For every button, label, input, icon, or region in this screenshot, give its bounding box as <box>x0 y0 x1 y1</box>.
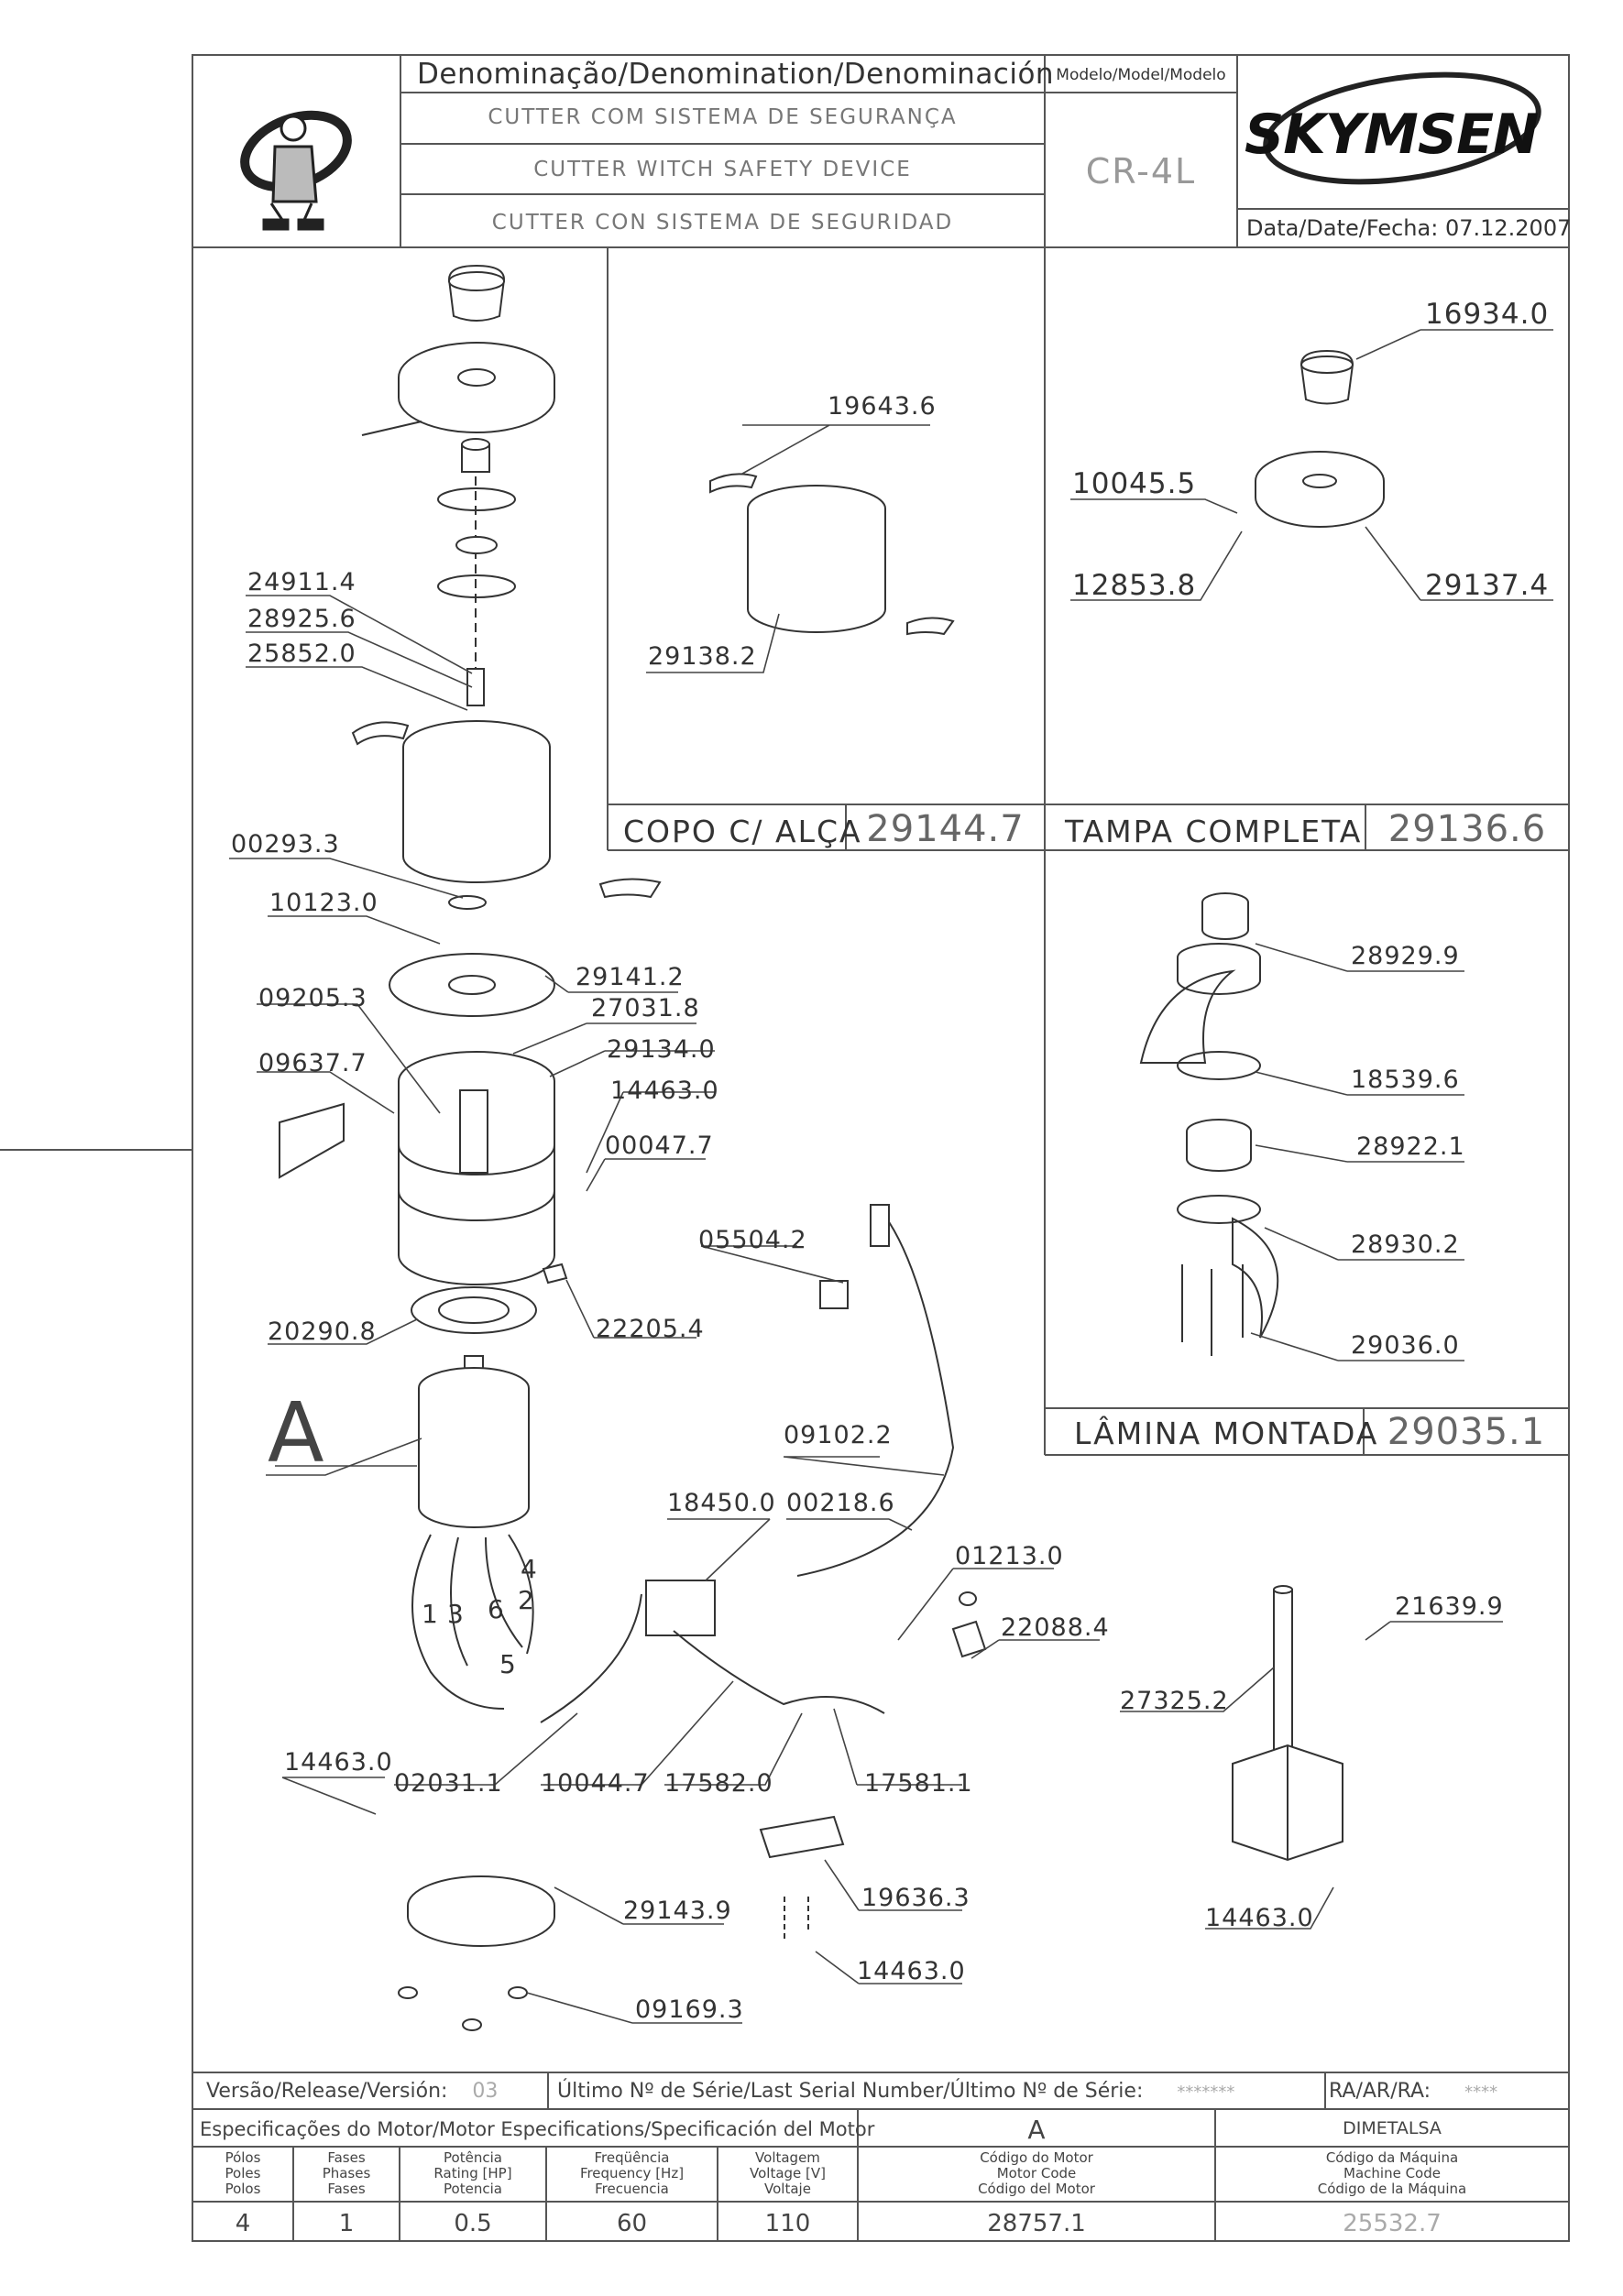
spec-header: Voltage [V] <box>750 2165 826 2181</box>
part-label: 05504.2 <box>698 1226 807 1254</box>
part-label: 09205.3 <box>258 984 367 1012</box>
part-label: 29137.4 <box>1425 569 1550 602</box>
part-label: 19643.6 <box>828 392 937 421</box>
spec-value: 4 <box>235 2210 251 2237</box>
part-label: 28929.9 <box>1351 942 1460 970</box>
spec-header: Código da Máquina <box>1325 2149 1459 2166</box>
wire-number: 6 <box>488 1594 504 1624</box>
tampa-caption: TAMPA COMPLETA <box>1065 814 1363 849</box>
part-label: 00047.7 <box>605 1132 714 1160</box>
spec-header: Fases <box>327 2181 366 2197</box>
spec-col-poles <box>192 2150 293 2237</box>
spec-col-machine-code <box>1215 2150 1569 2237</box>
wire-number: 2 <box>518 1585 534 1615</box>
part-label: 18450.0 <box>667 1489 776 1517</box>
name-en: CUTTER WITCH SAFETY DEVICE <box>533 158 912 181</box>
wire-number: 3 <box>447 1599 464 1629</box>
part-label: 14463.0 <box>610 1077 719 1105</box>
part-label: 09102.2 <box>784 1421 893 1449</box>
spec-header: Frecuencia <box>595 2181 669 2197</box>
part-label: 22205.4 <box>596 1315 705 1343</box>
motor-spec-letter: A <box>1027 2115 1046 2145</box>
part-label: 14463.0 <box>284 1748 393 1777</box>
part-label: 16934.0 <box>1425 298 1550 331</box>
part-label: 28925.6 <box>247 605 356 633</box>
version-label: Versão/Release/Versión: <box>206 2080 448 2103</box>
brand-logo: SKYMSEN <box>1245 103 1539 167</box>
ra-row <box>1329 2080 1497 2103</box>
model-value: CR-4L <box>1085 151 1197 191</box>
motor-letter-callout: A <box>268 1385 324 1481</box>
copo-caption: COPO C/ ALÇA <box>623 814 862 849</box>
denomination-label: Denominação/Denomination/Denominación <box>417 58 1055 91</box>
part-label: 29036.0 <box>1351 1331 1460 1360</box>
part-label: 28930.2 <box>1351 1230 1460 1259</box>
motor-maker: DIMETALSA <box>1343 2118 1442 2138</box>
spec-header: Phases <box>322 2165 371 2181</box>
date-row <box>1246 215 1571 241</box>
serial-row <box>557 2080 1234 2103</box>
spec-header: Machine Code <box>1343 2165 1441 2181</box>
part-label: 00293.3 <box>231 830 340 858</box>
wire-number: 1 <box>422 1599 438 1629</box>
part-label: 19636.3 <box>861 1884 971 1912</box>
spec-header: Código del Motor <box>978 2181 1095 2197</box>
part-label: 22088.4 <box>1001 1613 1110 1642</box>
part-label: 27325.2 <box>1120 1687 1229 1715</box>
spec-value: 25532.7 <box>1343 2210 1442 2237</box>
spec-header: Código de la Máquina <box>1317 2181 1467 2197</box>
copo-code: 29144.7 <box>866 808 1025 850</box>
wire-number: 5 <box>499 1649 516 1679</box>
tampa-code: 29136.6 <box>1387 808 1547 850</box>
part-label: 17581.1 <box>864 1769 973 1798</box>
part-label: 14463.0 <box>1205 1904 1314 1932</box>
date-label: Data/Date/Fecha: <box>1246 215 1439 241</box>
name-es: CUTTER CON SISTEMA DE SEGURIDAD <box>491 211 954 235</box>
spec-header: Voltaje <box>764 2181 811 2197</box>
part-label: 01213.0 <box>955 1542 1064 1570</box>
spec-header: Polos <box>225 2181 261 2197</box>
part-label: 02031.1 <box>394 1769 503 1798</box>
spec-header: Poles <box>225 2165 261 2181</box>
part-label: 10045.5 <box>1072 467 1197 500</box>
spec-col-motor-code <box>858 2150 1215 2237</box>
model-label: Modelo/Model/Modelo <box>1056 66 1226 84</box>
spec-value: 60 <box>616 2210 648 2237</box>
part-label: 09169.3 <box>635 1995 744 2024</box>
spec-header: Pólos <box>225 2149 261 2166</box>
part-label: 29143.9 <box>623 1897 732 1925</box>
part-label: 10123.0 <box>269 889 378 917</box>
spec-value: 1 <box>338 2210 355 2237</box>
part-label: 14463.0 <box>857 1957 966 1985</box>
spec-value: 110 <box>764 2210 811 2237</box>
part-label: 25852.0 <box>247 640 356 668</box>
part-label: 10044.7 <box>541 1769 650 1798</box>
spec-header: Frequency [Hz] <box>579 2165 685 2181</box>
part-label: 28922.1 <box>1356 1132 1465 1161</box>
spec-header: Fases <box>327 2149 366 2166</box>
part-label: 21639.9 <box>1395 1592 1504 1621</box>
part-label: 00218.6 <box>786 1489 895 1517</box>
spec-col-frequency <box>546 2150 718 2237</box>
part-label: 18539.6 <box>1351 1066 1460 1094</box>
part-label: 27031.8 <box>591 994 700 1022</box>
spec-col-rating <box>400 2150 546 2237</box>
spec-col-phases <box>293 2150 400 2237</box>
part-label: 20290.8 <box>268 1317 377 1346</box>
motor-spec-label: Especificações do Motor/Motor Especifications/Specificación del Motor <box>200 2118 875 2140</box>
lamina-code: 29035.1 <box>1387 1411 1546 1453</box>
name-pt: CUTTER COM SISTEMA DE SEGURANÇA <box>488 105 958 129</box>
serial-value: ******* <box>1177 2083 1235 2102</box>
part-label: 24911.4 <box>247 568 356 596</box>
part-label: 29141.2 <box>576 963 685 991</box>
spec-header: Rating [HP] <box>433 2165 512 2181</box>
spec-value: 28757.1 <box>987 2210 1086 2237</box>
spec-header: Potência <box>444 2149 502 2166</box>
part-label: 09637.7 <box>258 1049 367 1077</box>
lamina-caption: LÂMINA MONTADA <box>1074 1416 1379 1451</box>
spec-header: Voltagem <box>755 2149 820 2166</box>
ra-value: **** <box>1464 2083 1498 2102</box>
spec-header: Freqüência <box>594 2149 670 2166</box>
spec-value: 0.5 <box>454 2210 492 2237</box>
part-label: 12853.8 <box>1072 569 1197 602</box>
spec-header: Motor Code <box>996 2165 1077 2181</box>
version-value: 03 <box>472 2080 499 2103</box>
ra-label: RA/AR/RA: <box>1329 2080 1431 2103</box>
version-row <box>206 2080 498 2103</box>
wire-number: 4 <box>521 1554 537 1584</box>
spec-header: Potencia <box>444 2181 502 2197</box>
spec-header: Código do Motor <box>980 2149 1093 2166</box>
spec-col-voltage <box>718 2150 858 2237</box>
logo-emblem <box>235 102 357 229</box>
date-value: 07.12.2007 <box>1444 215 1572 241</box>
serial-label: Último Nº de Série/Last Serial Number/Último Nº de Série: <box>557 2080 1144 2103</box>
part-label: 29134.0 <box>607 1035 716 1064</box>
part-label: 17582.0 <box>664 1769 773 1798</box>
part-label: 29138.2 <box>648 642 757 671</box>
